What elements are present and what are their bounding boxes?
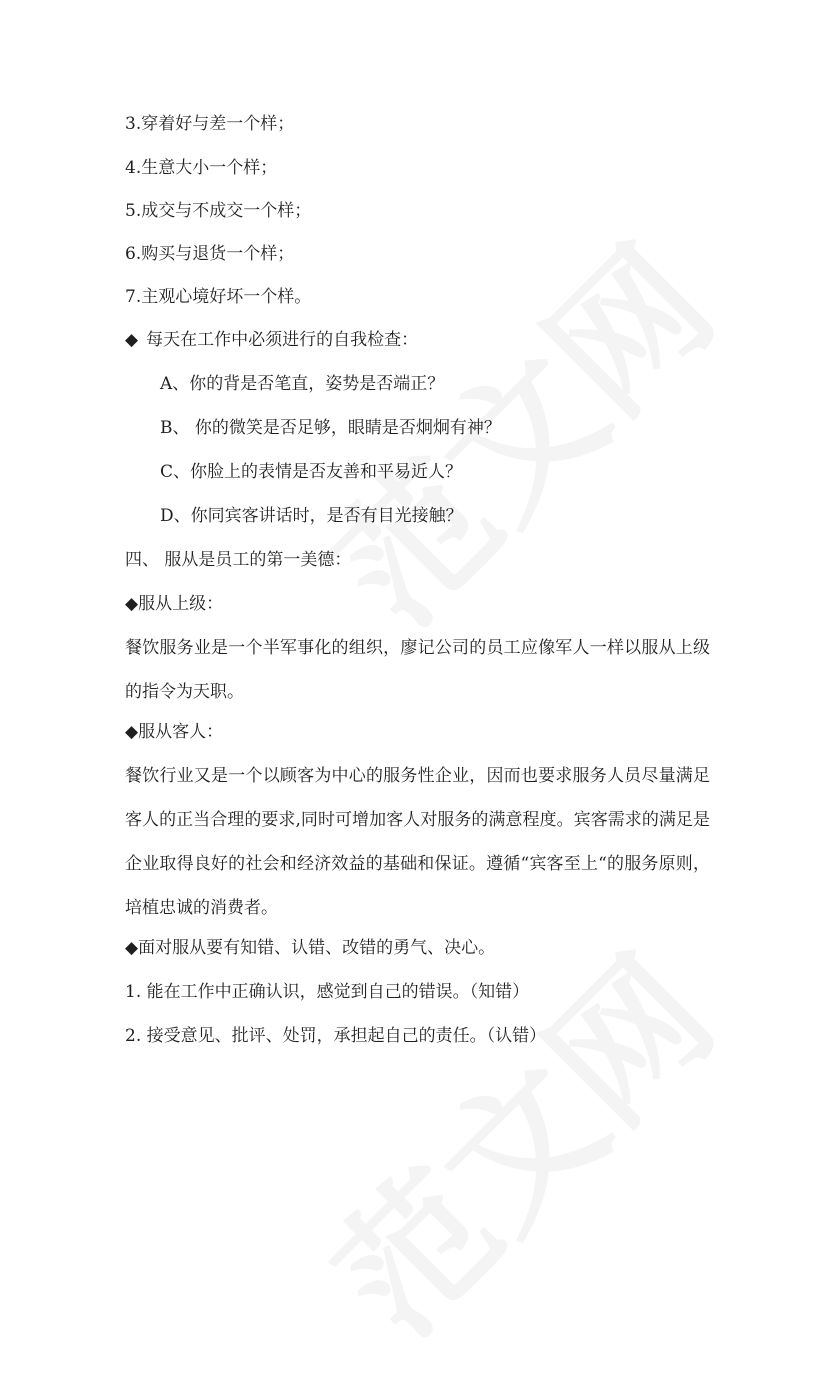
- face-obey-title: ◆面对服从要有知错、认错、改错的勇气、决心。: [125, 938, 496, 958]
- self-check-heading: [125, 329, 418, 351]
- list-line-3: 3.穿着好与差一个样；: [125, 114, 295, 134]
- face-obey-item-2: 2. 接受意见、批评、处罚，承担起自己的责任。（认错）: [125, 1026, 547, 1046]
- self-check-item-d: D、你同宾客讲话时，是否有目光接触？: [160, 506, 463, 526]
- self-check-item-a: A、你的背是否笔直，姿势是否端正？: [160, 374, 445, 394]
- list-line-4: 4.生意大小一个样；: [125, 158, 278, 178]
- watermark-bottom: [280, 903, 751, 1373]
- obey-superior-body: 餐饮服务业是一个半军事化的组织，廖记公司的员工应像军人一样以服从上级的指令为天职。: [125, 638, 710, 702]
- obey-guest-title: ◆服从客人：: [125, 722, 224, 742]
- list-line-7: 7.主观心境好坏一个样。: [125, 287, 312, 307]
- diamond-bullet-icon: ◆: [125, 330, 139, 350]
- list-line-5: 5.成交与不成交一个样；: [125, 201, 312, 221]
- list-line-6: 6.购买与退货一个样；: [125, 244, 295, 264]
- self-check-item-b: B、 你的微笑是否足够，眼睛是否炯炯有神？: [160, 418, 501, 438]
- obey-guest-body: 餐饮行业又是一个以顾客为中心的服务性企业，因而也要求服务人员尽量满足客人的正当合理的要求,同时可增加客人对服务的满意程度。宾客需求的满足是企业取得良好的社会和经济效益的基础和保证。遵循“宾客至上“的服务原则，培植忠诚的消费者。: [125, 766, 710, 918]
- self-check-item-c: C、你脸上的表情是否友善和平易近人？: [160, 462, 463, 482]
- face-obey-item-1: 1. 能在工作中正确认识，感觉到自己的错误。（知错）: [125, 982, 530, 1002]
- section-4-heading: 四、 服从是员工的第一美德：: [125, 550, 352, 570]
- obey-superior-title: ◆服从上级：: [125, 594, 224, 614]
- self-check-title: 每天在工作中必须进行的自我检查：: [146, 330, 419, 350]
